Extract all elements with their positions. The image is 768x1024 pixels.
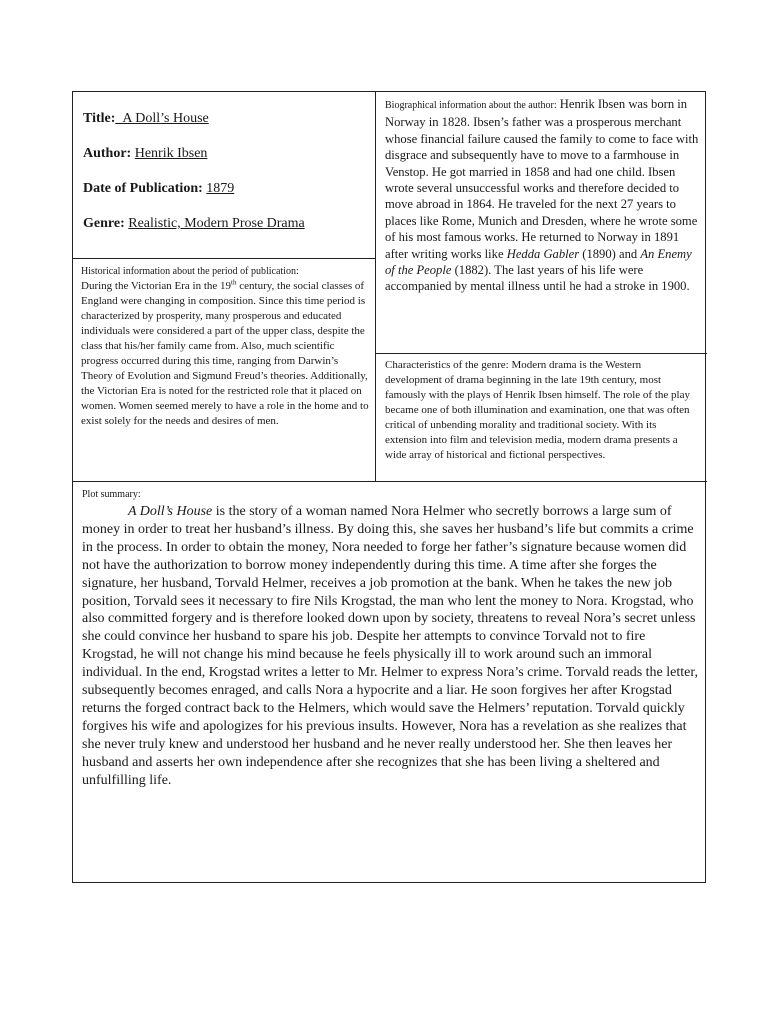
title-value: _A Doll’s House — [115, 111, 209, 126]
plot-heading: Plot summary: — [82, 489, 141, 500]
plot-text — [82, 503, 699, 790]
date-label: Date of Publication: — [83, 181, 203, 196]
historical-text-part2: century, the social classes of England were changing in composition. Since this time period is characterized by prosperity, many prosperous and educated individuals were considered a part of the upper class, despite the class that his/her family came from. Also, much scientific progress occurred during this time, ranging from Darwin’s Theory of Evolution and Sigmund Freud’s theories. Additionally, the Victorian Era is noted for the restricted role that it placed on women. Women seemed merely to have a role in the home and to exist solely for the needs and desires of men. — [81, 280, 369, 427]
historical-heading: Historical information about the period of publication: — [81, 266, 299, 277]
title-row — [83, 110, 375, 128]
biographical-text-part3: (1882). The last years of his life were accompanied by mental illness until he had a stroke in 1900. — [385, 263, 690, 294]
genre-characteristics-heading: Characteristics of the genre: — [385, 359, 509, 371]
worksheet-table — [72, 91, 706, 883]
genre-value: Realistic, Modern Prose Drama — [128, 216, 305, 231]
historical-info-cell — [73, 259, 375, 481]
work-title-hedda-gabler: Hedda Gabler — [506, 246, 580, 261]
genre-characteristics-text — [385, 358, 699, 463]
biographical-text-part1: Henrik Ibsen was born in Norway in 1828. Ibsen’s father was a prosperous merchant whose financial failure caused the family to come to face with disgrace and subsequently have to move to a farmhouse in Venstop. He got married in 1858 and had one child. Ibsen wrote several unsuccessful works and therefore decided to move abroad in 1864. He traveled for the next 27 years to places like Rome, Munich and Dresden, where he wrote some of his most famous works. He returned to Norway in 1891 after writing works like — [385, 97, 699, 261]
biographical-text — [385, 96, 699, 295]
biographical-heading: Biographical information about the author: — [385, 100, 557, 111]
author-label: Author: — [83, 146, 132, 161]
biographical-text-part2: (1890) and — [579, 246, 641, 261]
book-meta-cell — [73, 92, 375, 258]
plot-body: is the story of a woman named Nora Helmer who secretly borrows a large sum of money in order to treat her husband’s illness. By doing this, she saves her husband’s life but commits a crime in the process. In order to obtain the money, Nora needed to forge her father’s signature because women did not have the authorization to borrow money independently during this time. A time after she forges the signature, her husband, Torvald Helmer, receives a job promotion at the bank. When he takes the new job position, Torvald sees it necessary to fire Nils Krogstad, the man who lent the money to Nora. Krogstad, who also committed forgery and is therefore looked down upon by society, threatens to reveal Nora’s secret unless she could convince her husband to spare his job. Despite her attempts to convince Torvald not to fire Krogstad, he will not change his mind because he feels physically ill to work around such an immoral individual. In the end, Krogstad writes a letter to Mr. Helmer to express Nora’s crime. Torvald reads the letter, subsequently becomes enraged, and calls Nora a hypocrite and a liar. He soon forgives her after Krogstad returns the forged contract back to the Helmers, which would save the Helmers’ reputation. Torvald quickly forgives his wife and apologizes for his previous insults. However, Nora has a revelation as she realizes that she never truly knew and understood her husband and he never really understood her. She then leaves her husband and asserts her own independence after she recognizes that she has been living a sheltered and unfulfilling life. — [82, 504, 698, 788]
historical-sup: th — [231, 278, 237, 287]
genre-label: Genre: — [83, 216, 125, 231]
date-row — [83, 180, 375, 198]
historical-text — [81, 279, 369, 429]
title-label: Title: — [83, 111, 116, 126]
plot-book-title: A Doll’s House — [128, 504, 213, 519]
genre-row — [83, 215, 375, 233]
genre-characteristics-cell — [376, 354, 707, 481]
date-value: 1879 — [206, 181, 235, 196]
author-value: Henrik Ibsen — [134, 146, 208, 161]
biographical-info-cell — [376, 92, 707, 353]
work-title-enemy-of-the-people: An Enemy of the People — [385, 246, 692, 278]
genre-characteristics-body: Modern drama is the Western development of drama beginning in the late 19th century, most famously with the plays of Henrik Ibsen himself. The role of the play became one of both illumination and examination, one that was often critical of unbending morality and traditional society. With its extension into film and television media, modern drama presents a wide array of historical and fictional perspectives. — [385, 359, 690, 461]
author-row — [83, 145, 375, 163]
historical-text-part1: During the Victorian Era in the 19 — [81, 280, 232, 292]
plot-summary-cell — [73, 482, 707, 882]
